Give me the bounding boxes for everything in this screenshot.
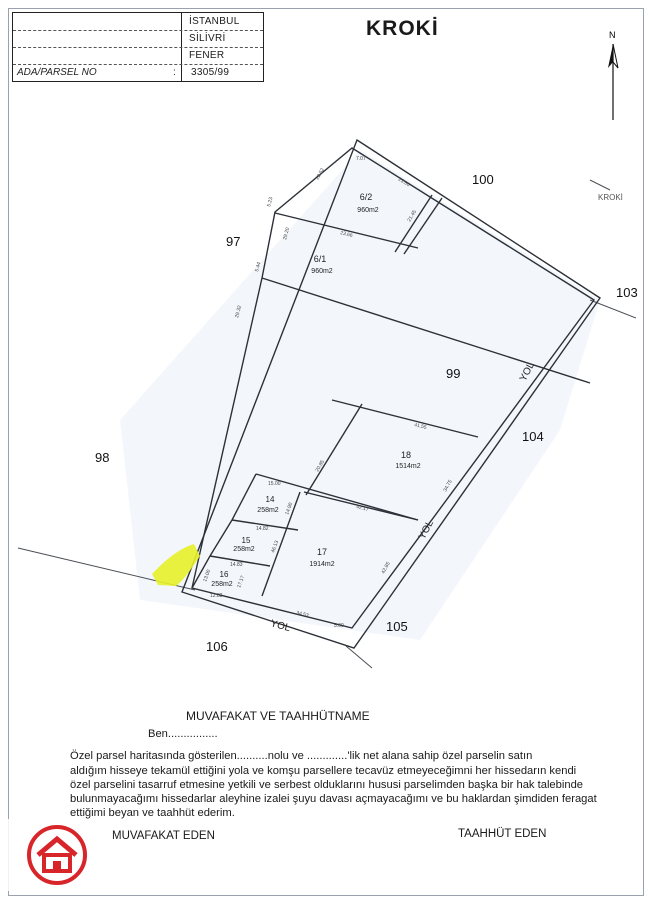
dim-19: 12.83 <box>210 593 223 599</box>
side-stamp: KROKİ <box>598 193 623 202</box>
dim-5: 29.20 <box>282 226 292 241</box>
dim-2: 23.60 <box>396 176 411 189</box>
document-title: MUVAFAKAT VE TAAHHÜTNAME <box>186 709 370 723</box>
statement-line-2: aldığım hisseye tekamül ettiğini yola ve komşu parsellere tecavüz etmeyeceğimni her hissedarın kendi <box>70 765 577 777</box>
neighbor-100: 100 <box>472 172 494 187</box>
neighbor-104: 104 <box>522 429 544 444</box>
neighbor-105: 105 <box>386 619 408 634</box>
parcel-17-area: 1914m2 <box>309 561 335 568</box>
dim-13: 14.82 <box>256 526 269 532</box>
dim-22: 34.53 <box>295 610 310 619</box>
parcel-16-id: 16 <box>219 570 229 579</box>
parcel-15-area: 258m2 <box>233 546 255 553</box>
parcel-14-id: 14 <box>265 495 275 504</box>
house-logo-icon <box>8 819 106 891</box>
neighbor-97: 97 <box>226 234 241 249</box>
ada-parsel-label: ADA/PARSEL NO <box>17 67 97 78</box>
info-value-mahalle: FENER <box>189 50 225 61</box>
statement-line-1: Özel parsel haritasında gösterilen..........nolu ve .............'lik net alana sahip özel parselin satın <box>70 750 533 762</box>
dim-8: 29.32 <box>234 304 244 319</box>
dim-6: 23.66 <box>339 230 354 239</box>
info-row-ada-parsel: ADA/PARSEL NO : 3305/99 <box>17 67 230 78</box>
statement-line-3: özel parselini tasarruf etmesine yetkili ve serbest olduklarını hususi parselimden başka bir hak talebinde <box>70 779 584 791</box>
parcel-17-id: 17 <box>316 547 328 557</box>
road-label-2: YOL <box>416 518 437 542</box>
dim-21: 42.85 <box>380 561 392 575</box>
road-label-1: YOL <box>517 360 538 384</box>
neighbor-98: 98 <box>95 450 110 465</box>
dim-16: 46.13 <box>270 539 281 554</box>
dim-7: 5.44 <box>254 261 263 273</box>
page-title: KROKİ <box>366 17 439 40</box>
parcel-15-id: 15 <box>241 536 251 545</box>
info-value-ilce: SİLİVRİ <box>189 33 226 44</box>
dim-20: 17.17 <box>236 574 247 589</box>
ada-parsel-value: 3305/99 <box>191 67 230 78</box>
neighbor-103: 103 <box>616 285 638 300</box>
dim-10: 20.85 <box>314 459 326 473</box>
dim-14: 14.90 <box>284 501 295 516</box>
dim-15: 15.00 <box>268 481 281 487</box>
info-value-il: İSTANBUL <box>189 16 240 27</box>
signer-left: MUVAFAKAT EDEN <box>112 830 215 842</box>
dim-4: 21.45 <box>406 209 418 223</box>
dim-1: 22.52 <box>314 167 326 181</box>
statement-line-5: ettiğimi beyan ve taahhüt ederim. <box>70 807 235 819</box>
road-label-3: YOL <box>269 618 292 635</box>
parcel-6-1-area: 960m2 <box>311 268 333 275</box>
neighbor-106: 106 <box>206 639 228 654</box>
dim-12: 34.75 <box>442 479 454 493</box>
dim-17: 14.83 <box>230 562 243 568</box>
parcel-18-area: 1514m2 <box>395 463 421 470</box>
dim-3: 5.23 <box>266 196 275 208</box>
parcel-6-1-id: 6/1 <box>313 254 327 264</box>
dim-9: 41.55 <box>413 422 428 431</box>
center-parcel-99: 99 <box>446 366 461 381</box>
parcel-6-2-area: 960m2 <box>357 207 379 214</box>
dim-18: 13.00 <box>202 568 213 583</box>
north-label: N <box>609 30 616 40</box>
parcel-6-2-id: 6/2 <box>359 192 373 202</box>
dim-23: 5.00 <box>334 623 344 629</box>
parcel-16-area: 258m2 <box>211 581 233 588</box>
ben-line: Ben................ <box>148 728 218 740</box>
north-arrow-icon <box>608 30 618 120</box>
dim-0: 7.07 <box>356 156 366 162</box>
parcel-18-id: 18 <box>400 450 412 460</box>
dim-11: 42.17 <box>355 504 370 513</box>
statement-line-4: bulunmayacağımı hissedarlar aleyhine izalei şuyu davası açmayacağımı ve bu haklardan şimdiden feragat <box>70 793 597 805</box>
parcel-14-area: 258m2 <box>257 507 279 514</box>
signer-right: TAAHHÜT EDEN <box>458 828 547 840</box>
